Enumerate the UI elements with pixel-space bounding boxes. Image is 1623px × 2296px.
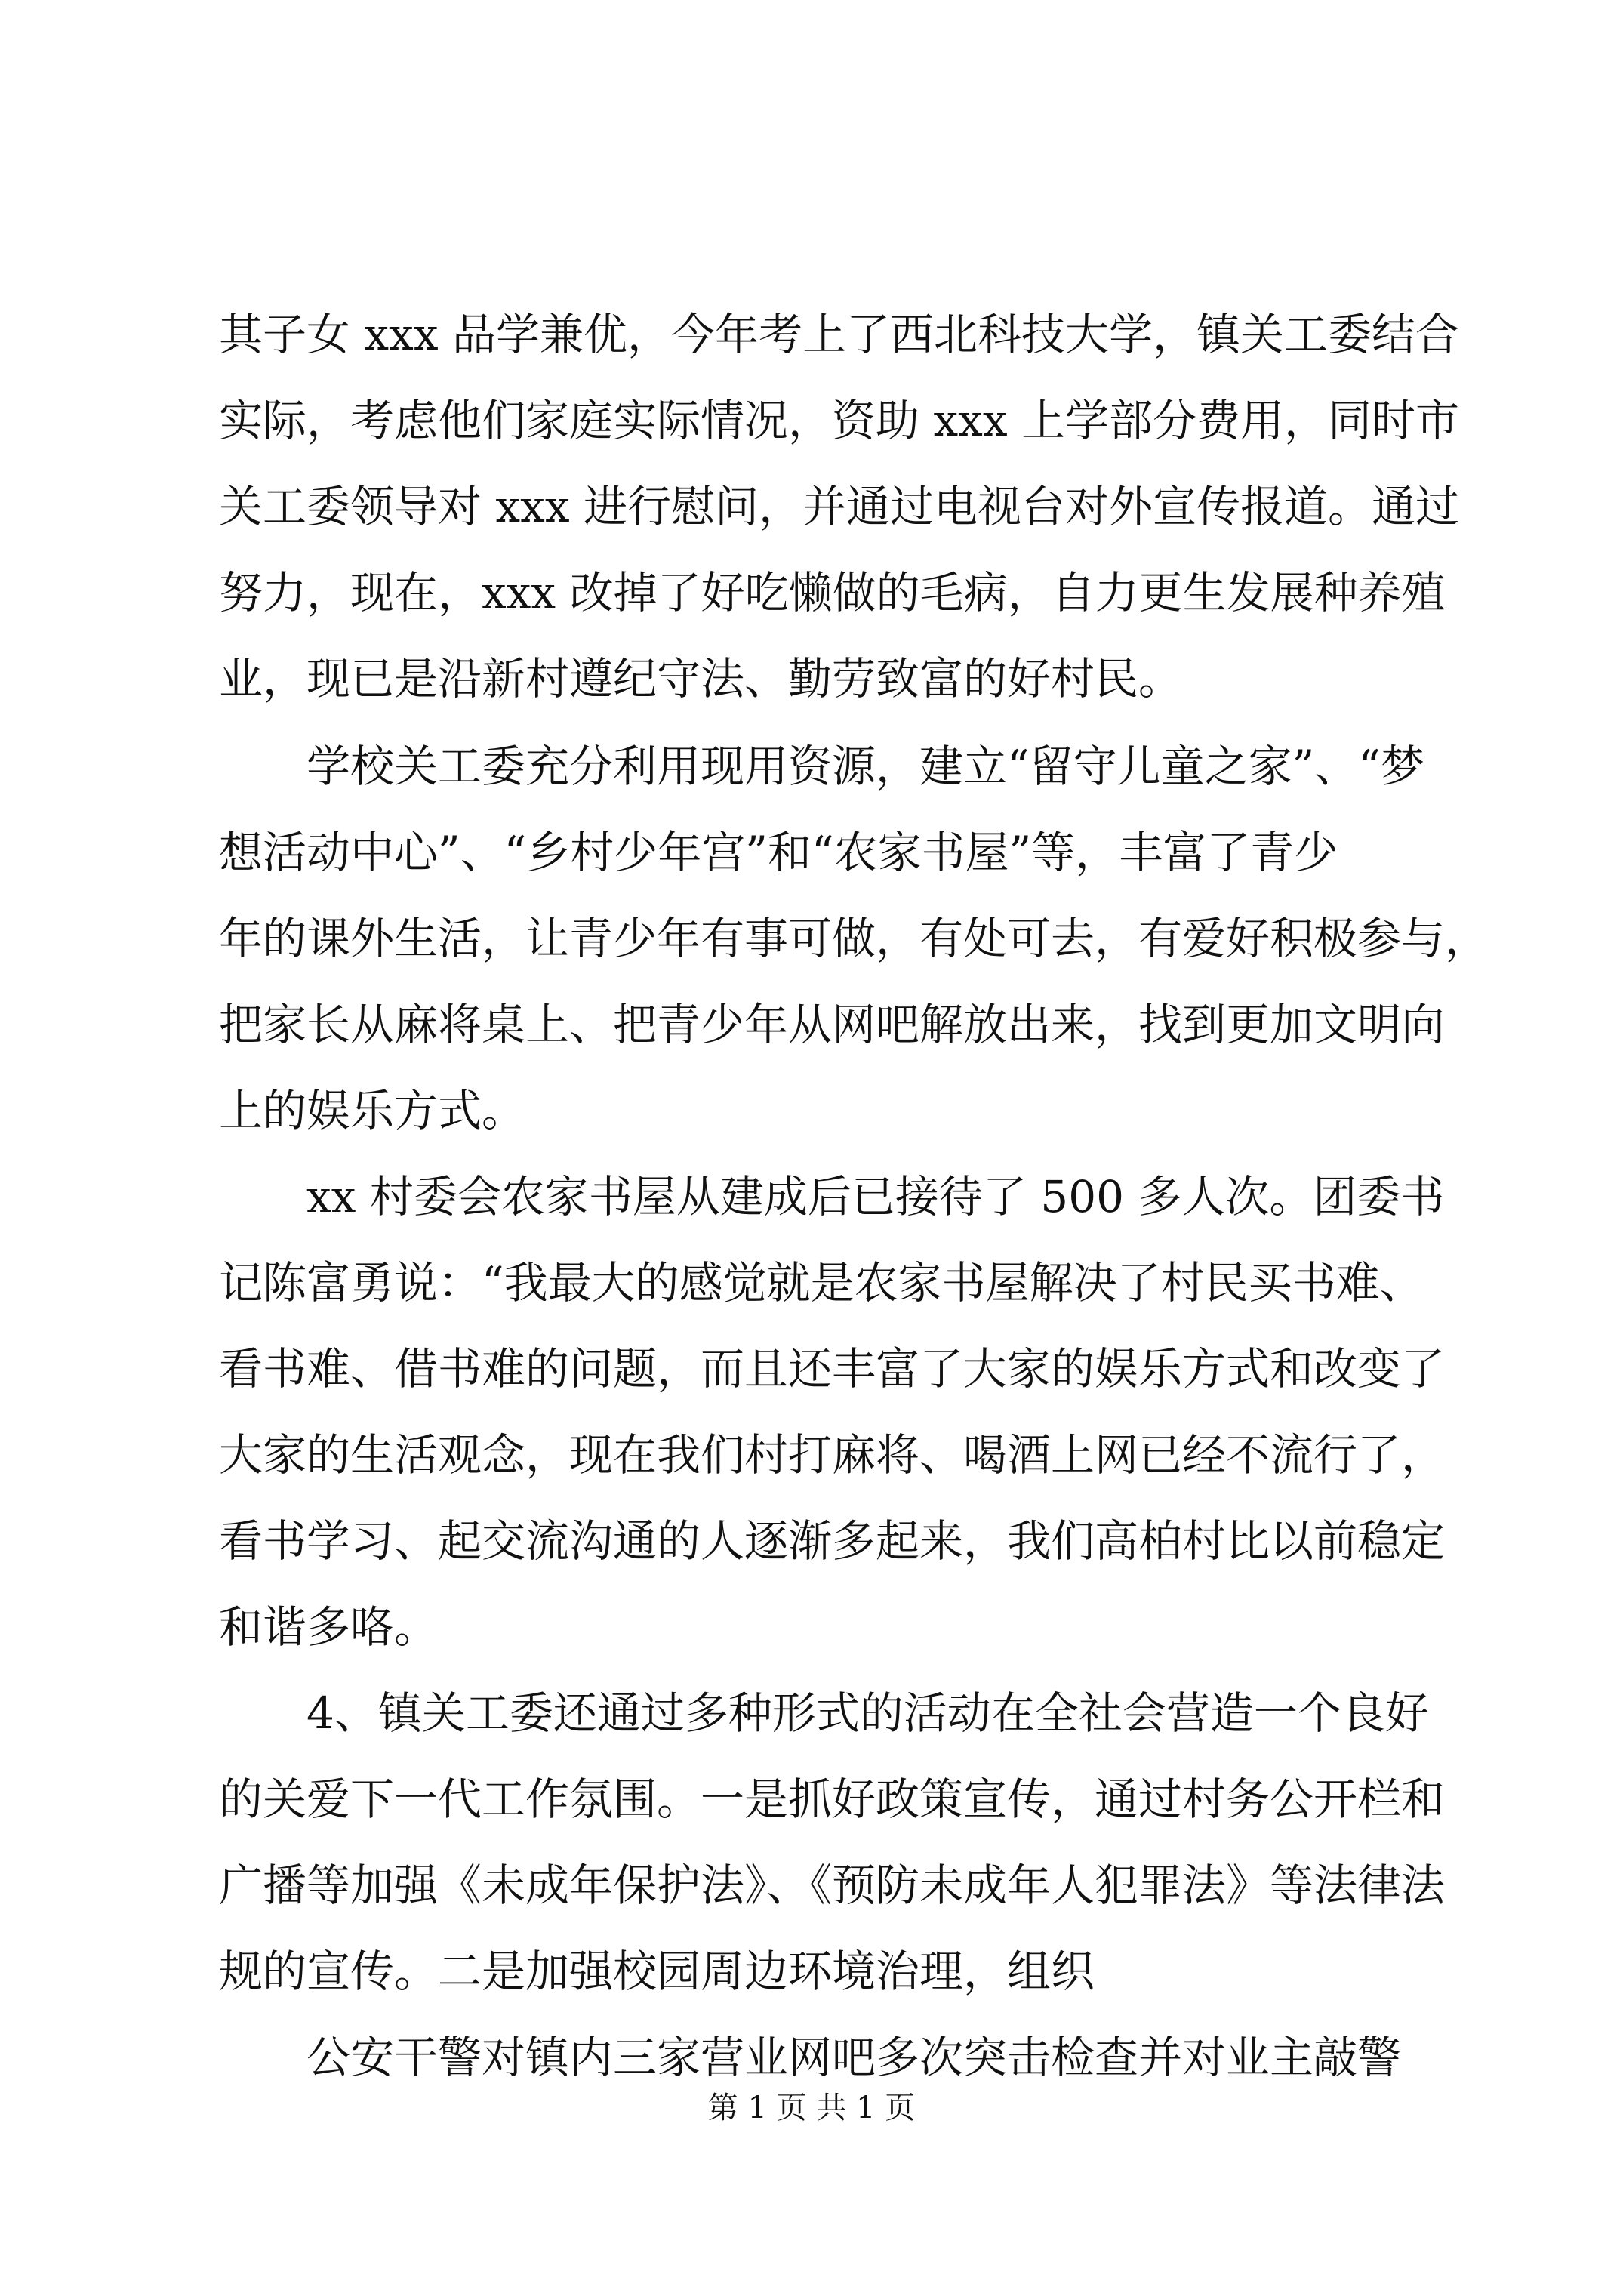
text-line: 看书难、借书难的问题，而且还丰富了大家的娱乐方式和改变了 [219,1343,1446,1395]
text-line: 的关爱下一代工作氛围。一是抓好政策宣传，通过村务公开栏和 [219,1774,1446,1825]
text-line: 记陈富勇说：“我最大的感觉就是农家书屋解决了村民买书难、 [219,1257,1424,1308]
text-line: 关工委领导对 xxx 进行慰问，并通过电视台对外宣传报道。通过 [219,481,1460,532]
text-line: 看书学习、起交流沟通的人逐渐多起来，我们高柏村比以前稳定 [219,1515,1446,1567]
text-line: 规的宣传。二是加强校园周边环境治理，组织 [219,1946,1095,1997]
page-number-footer: 第 1 页 共 1 页 [707,2091,916,2125]
text-line: 上的娱乐方式。 [219,1085,526,1136]
text-line: 年的课外生活，让青少年有事可做，有处可去，有爱好积极参与， [219,913,1489,964]
paragraph-first-line: xx 村委会农家书屋从建成后已接待了 500 多人次。团委书 [306,1171,1445,1222]
text-line: 大家的生活观念，现在我们村打麻将、喝酒上网已经不流行了， [219,1429,1446,1481]
text-line: 努力，现在，xxx 改掉了好吃懒做的毛病，自力更生发展种养殖 [219,567,1446,618]
text-line: 业，现已是沿新村遵纪守法、勤劳致富的好村民。 [219,653,1183,704]
text-line: 其子女 xxx 品学兼优，今年考上了西北科技大学，镇关工委结合 [219,309,1460,360]
text-line: 想活动中心”、“乡村少年宫”和“农家书屋”等，丰富了青少 [219,827,1338,878]
text-line: 实际，考虑他们家庭实际情况，资助 xxx 上学部分费用，同时市 [219,395,1460,446]
paragraph-first-line: 公安干警对镇内三家营业网吧多次突击检查并对业主敲警 [306,2032,1402,2083]
paragraph-first-line: 4、镇关工委还通过多种形式的活动在全社会营造一个良好 [306,1687,1429,1739]
text-line: 广播等加强《未成年保护法》、《预防未成年人犯罪法》等法律法 [219,1860,1446,1911]
text-line: 和谐多咯。 [219,1601,439,1653]
text-line: 把家长从麻将桌上、把青少年从网吧解放出来，找到更加文明向 [219,999,1446,1050]
paragraph-first-line: 学校关工委充分利用现用资源，建立“留守儿童之家”、“梦 [306,741,1424,792]
